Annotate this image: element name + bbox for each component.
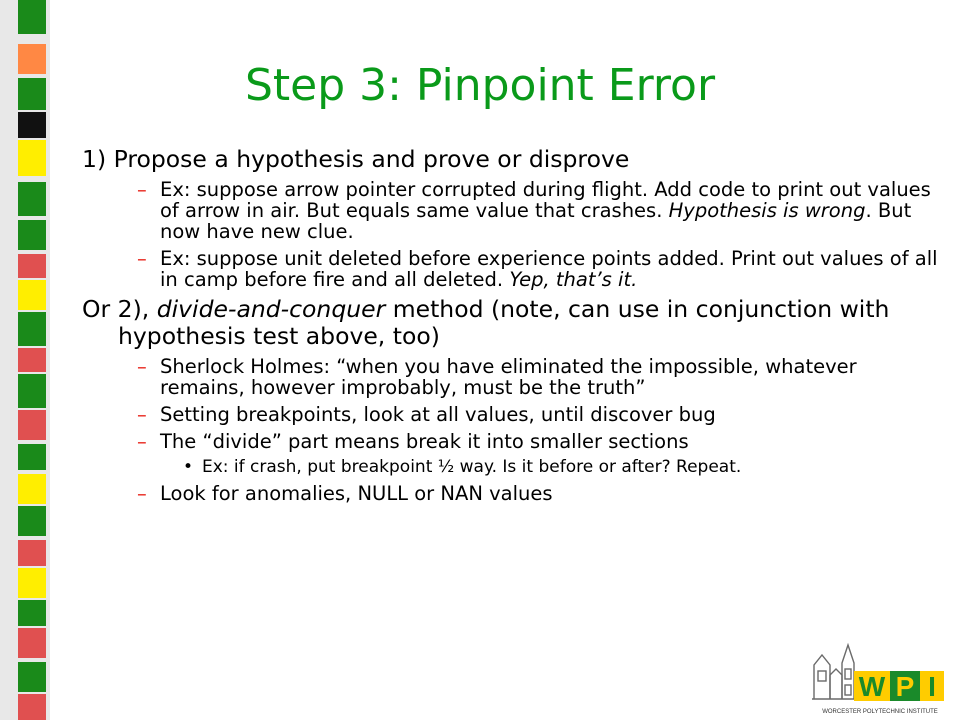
stripe-square: [18, 254, 46, 278]
stripe-square: [18, 312, 46, 346]
subpoint-arrow-example: – Ex: suppose arrow pointer corrupted during flight. Add code to print out values of arrow in air. But equals same value that crashes. Hypothesis is wrong. But now have new clue.: [137, 178, 931, 243]
stripe-square: [18, 140, 46, 176]
stripe-square: [18, 694, 46, 720]
subpoint-anomalies: – Look for anomalies, NULL or NAN values: [137, 482, 553, 505]
dash-marker: –: [137, 247, 147, 270]
stripe-square: [18, 410, 46, 440]
logo-letter-i: I: [928, 671, 936, 702]
dash-marker: –: [137, 482, 147, 505]
stripe-square: [18, 600, 46, 626]
stripe-square: [18, 444, 46, 470]
wpi-logo: [810, 635, 950, 717]
stripe-square: [18, 662, 46, 692]
logo-letter-w: W: [858, 671, 886, 702]
stripe-square: [18, 568, 46, 598]
dash-marker: –: [137, 355, 147, 378]
bullet-marker: •: [183, 457, 194, 477]
slide-body: [82, 146, 942, 504]
dash-marker: –: [137, 403, 147, 426]
stripe-square: [18, 112, 46, 138]
subpoint-sherlock: – Sherlock Holmes: “when you have eliminated the impossible, whatever remains, however improbably, must be the truth”: [137, 355, 857, 399]
point-1: 1) Propose a hypothesis and prove or disprove: [82, 145, 630, 173]
stripe-square: [18, 0, 46, 34]
dash-marker: –: [137, 178, 147, 201]
stripe-square: [18, 348, 46, 372]
stripe-square: [18, 506, 46, 536]
logo-caption: WORCESTER POLYTECHNIC INSTITUTE: [822, 709, 938, 715]
stripe-square: [18, 540, 46, 566]
stripe-square: [18, 220, 46, 250]
stripe-square: [18, 280, 46, 310]
subsubpoint-crash: • Ex: if crash, put breakpoint ½ way. Is it before or after? Repeat.: [183, 457, 742, 477]
dash-marker: –: [137, 430, 147, 453]
stripe-square: [18, 182, 46, 216]
point-2: Or 2), divide-and-conquer method (note, can use in conjunction with hypothesis test above, too): [82, 295, 890, 350]
stripe-square: [18, 628, 46, 658]
slide-title: Step 3: Pinpoint Error: [244, 60, 716, 111]
wpi-logo-graphic: [810, 635, 950, 717]
stripe-square: [18, 374, 46, 408]
stripe-square: [18, 474, 46, 504]
logo-letter-p: P: [895, 671, 915, 702]
subpoint-divide: – The “divide” part means break it into smaller sections: [137, 430, 689, 453]
subpoint-unit-example: – Ex: suppose unit deleted before experience points added. Print out values of all in camp before fire and all deleted. Yep, that’s it.: [137, 247, 938, 291]
subpoint-breakpoints: – Setting breakpoints, look at all values, until discover bug: [137, 403, 716, 426]
